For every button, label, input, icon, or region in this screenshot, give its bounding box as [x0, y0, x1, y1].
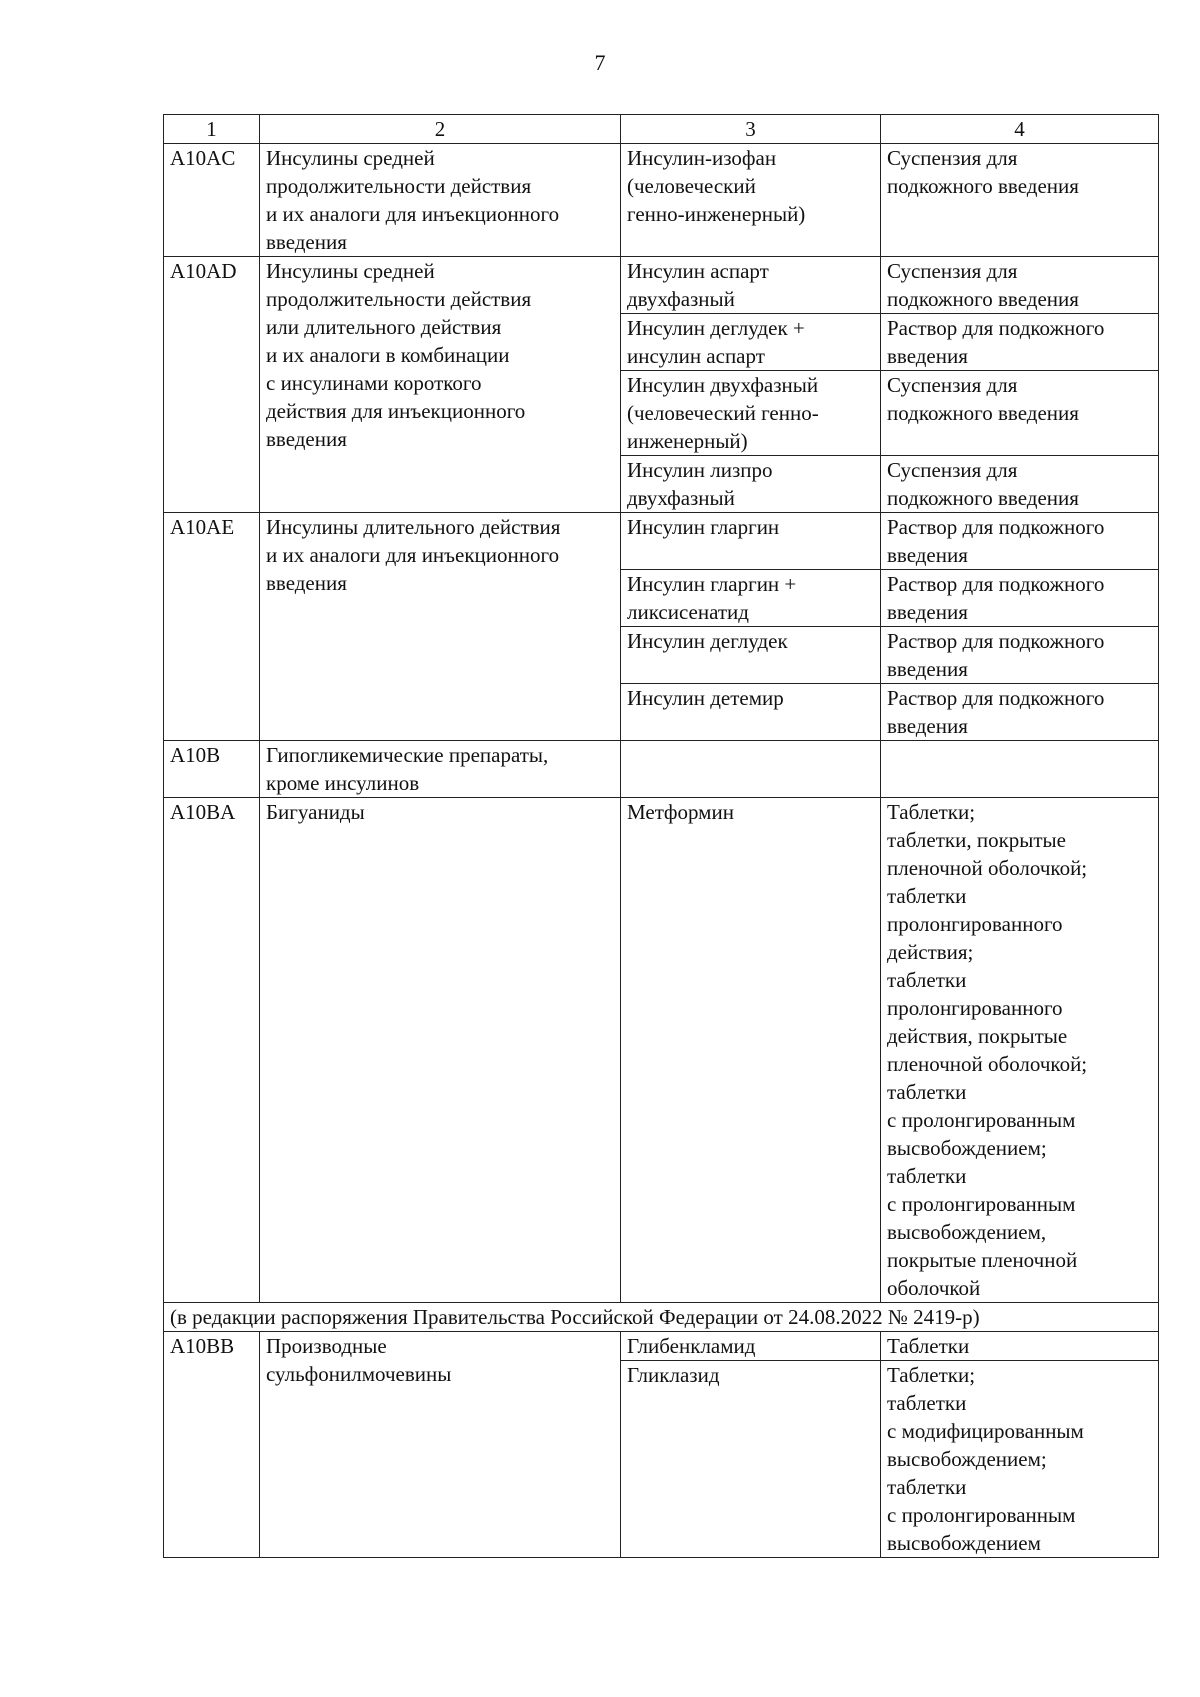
group-name: Гипогликемические препараты, кроме инсулинов [260, 741, 621, 798]
drug-name: Инсулин аспарт двухфазный [621, 257, 881, 314]
dosage-form: Раствор для подкожного введения [881, 570, 1159, 627]
dosage-form: Таблетки; таблетки с модифицированным высвобождением; таблетки с пролонгированным высвобождением [881, 1361, 1159, 1558]
dosage-form: Таблетки [881, 1332, 1159, 1361]
group-name: Инсулины длительного действия и их аналоги для инъекционного введения [260, 513, 621, 741]
amendment-note: (в редакции распоряжения Правительства Российской Федерации от 24.08.2022 № 2419-р) [164, 1303, 1159, 1332]
table-row [164, 798, 1159, 1303]
drug-table-body [164, 115, 1159, 1558]
drug-name [621, 741, 881, 798]
drug-name: Инсулин гларгин [621, 513, 881, 570]
header-col-1: 1 [164, 115, 260, 144]
drug-table [163, 114, 1159, 1558]
table-row [164, 513, 1159, 570]
drug-name: Метформин [621, 798, 881, 1303]
drug-name: Инсулин лизпро двухфазный [621, 456, 881, 513]
dosage-form: Таблетки; таблетки, покрытые пленочной оболочкой; таблетки пролонгированного действия; таблетки пролонгированного действия, покрытые пленочной оболочкой; таблетки с пролонгированным высвобождением; таблетки с пролонгированным высвобождением, покрытые пленочной оболочкой [881, 798, 1159, 1303]
dosage-form [881, 741, 1159, 798]
table-row [164, 1303, 1159, 1332]
dosage-form: Раствор для подкожного введения [881, 513, 1159, 570]
group-name: Инсулины средней продолжительности действия и их аналоги для инъекционного введения [260, 144, 621, 257]
table-row [164, 741, 1159, 798]
drug-name: Инсулин-изофан (человеческий генно-инженерный) [621, 144, 881, 257]
dosage-form: Суспензия для подкожного введения [881, 456, 1159, 513]
header-col-2: 2 [260, 115, 621, 144]
atc-code: A10BB [164, 1332, 260, 1558]
table-row [164, 257, 1159, 314]
dosage-form: Суспензия для подкожного введения [881, 257, 1159, 314]
drug-name: Инсулин гларгин + ликсисенатид [621, 570, 881, 627]
atc-code: A10AD [164, 257, 260, 513]
table-row [164, 144, 1159, 257]
atc-code: A10B [164, 741, 260, 798]
group-name: Бигуаниды [260, 798, 621, 1303]
drug-name: Инсулин деглудек [621, 627, 881, 684]
dosage-form: Суспензия для подкожного введения [881, 371, 1159, 456]
drug-name: Гликлазид [621, 1361, 881, 1558]
header-col-3: 3 [621, 115, 881, 144]
dosage-form: Раствор для подкожного введения [881, 627, 1159, 684]
group-name: Производные сульфонилмочевины [260, 1332, 621, 1558]
page-number: 7 [594, 50, 606, 75]
drug-name: Инсулин детемир [621, 684, 881, 741]
atc-code: A10AE [164, 513, 260, 741]
atc-code: A10AC [164, 144, 260, 257]
table-row [164, 1332, 1159, 1361]
table-header-row [164, 115, 1159, 144]
drug-name: Инсулин двухфазный (человеческий генно- инженерный) [621, 371, 881, 456]
atc-code: A10BA [164, 798, 260, 1303]
dosage-form: Раствор для подкожного введения [881, 314, 1159, 371]
group-name: Инсулины средней продолжительности действия или длительного действия и их аналоги в комбинации с инсулинами короткого действия для инъекционного введения [260, 257, 621, 513]
header-col-4: 4 [881, 115, 1159, 144]
dosage-form: Суспензия для подкожного введения [881, 144, 1159, 257]
dosage-form: Раствор для подкожного введения [881, 684, 1159, 741]
drug-name: Инсулин деглудек + инсулин аспарт [621, 314, 881, 371]
drug-name: Глибенкламид [621, 1332, 881, 1361]
